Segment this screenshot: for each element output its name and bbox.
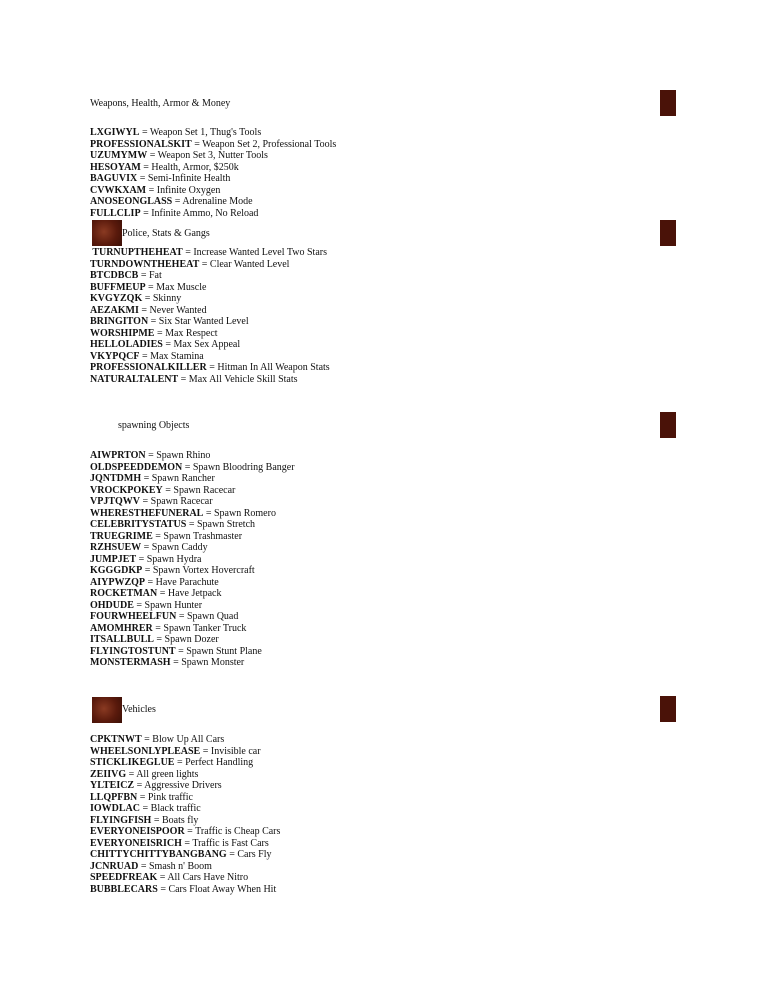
cheat-effect: = Have Jetpack (157, 588, 222, 599)
cheat-entry (90, 450, 295, 462)
cheat-effect: = Spawn Vortex Hovercraft (142, 565, 255, 576)
cheat-code: WORSHIPME (90, 327, 155, 339)
cheat-entry (90, 734, 280, 746)
cheat-entry (90, 769, 280, 781)
cheat-entry (90, 861, 280, 873)
cheat-code: ANOSEONGLASS (90, 196, 173, 207)
cheat-code: JUMPJET (90, 553, 137, 565)
cheat-effect: = Spawn Racecar (162, 484, 236, 496)
cheat-effect: = Six Star Wanted Level (148, 316, 249, 327)
cheat-entry (90, 374, 330, 386)
cheat-code: TURNUPTHEHEAT (90, 247, 183, 258)
cheat-code: AIYPWZQP (90, 576, 145, 588)
cheat-effect: = Weapon Set 2, Professional Tools (191, 138, 337, 150)
cheat-entry (90, 247, 330, 259)
cheat-effect: = Cars Float Away When Hit (157, 883, 277, 895)
cheat-code: PROFESSIONALSKIT (90, 138, 192, 150)
cheat-effect: = Traffic is Fast Cars (181, 837, 269, 849)
cheat-effect: = Infinite Oxygen (146, 184, 221, 196)
cheat-entry (90, 792, 280, 804)
cheat-code: STICKLIKEGLUE (90, 757, 175, 768)
cheat-effect: = Spawn Stretch (186, 519, 256, 530)
cheat-code: CHITTYCHITTYBANGBANG (90, 849, 227, 860)
section-heading-spawning: spawning Objects (118, 420, 190, 431)
cheat-effect: = Spawn Hunter (133, 599, 203, 611)
cheat-entry (90, 462, 295, 474)
cheat-effect: = Spawn Caddy (141, 542, 208, 553)
cheat-entry (90, 173, 336, 185)
cheat-effect: = Smash n' Boom (138, 860, 212, 872)
cheat-entry (90, 542, 295, 554)
cheat-entry (90, 328, 330, 340)
cheat-effect: = Adrenaline Mode (172, 196, 253, 207)
cheat-effect: = Weapon Set 3, Nutter Tools (147, 150, 268, 161)
cheat-entry (90, 196, 336, 208)
cheat-entry (90, 362, 330, 374)
cheat-effect: = Fat (138, 270, 162, 281)
cheat-effect: = Aggressive Drivers (134, 780, 222, 791)
cheat-entry (90, 339, 330, 351)
cheat-entry (90, 270, 330, 282)
cheat-entry (90, 746, 280, 758)
cheat-list-vehicles (90, 734, 280, 895)
cheat-entry (90, 150, 336, 162)
section-heading-weapons: Weapons, Health, Armor & Money (90, 98, 231, 109)
cheat-effect: = Invisible car (200, 745, 261, 757)
cheat-code: CELEBRITYSTATUS (90, 519, 187, 530)
cheat-list-police (90, 247, 330, 385)
cheat-effect: = Spawn Rancher (141, 473, 215, 484)
cheat-code: CVWKXAM (90, 184, 147, 196)
section-heading-vehicles: Vehicles (122, 704, 156, 715)
cheat-code: BUBBLECARS (90, 883, 158, 895)
section-marker-image (660, 412, 676, 438)
cheat-effect: = Max Stamina (139, 350, 204, 362)
cheat-effect: = Spawn Trashmaster (152, 530, 243, 542)
cheat-effect: = Traffic is Cheap Cars (184, 826, 281, 837)
cheat-entry (90, 657, 295, 669)
cheat-code: WHEELSONLYPLEASE (90, 745, 201, 757)
cheat-code: TURNDOWNTHEHEAT (90, 258, 200, 270)
cheat-entry (90, 780, 280, 792)
cheat-code: UZUMYMW (90, 150, 148, 161)
cheat-code: FLYINGTOSTUNT (90, 645, 176, 657)
cheat-entry (90, 803, 280, 815)
cheat-effect: = Semi-Infinite Health (137, 173, 231, 184)
cheat-effect: = Black traffic (140, 803, 201, 814)
cheat-entry (90, 815, 280, 827)
cheat-entry (90, 623, 295, 635)
cheat-entry (90, 139, 336, 151)
cheat-entry (90, 185, 336, 197)
cheat-effect: = Hitman In All Weapon Stats (206, 362, 330, 373)
cheat-code: YLTEICZ (90, 780, 135, 791)
cheat-code: KGGGDKP (90, 565, 143, 576)
cheat-code: HESOYAM (90, 161, 141, 173)
cheat-code: JQNTDMH (90, 473, 142, 484)
cheat-code: ZEIIVG (90, 768, 127, 780)
section-marker-image (660, 696, 676, 722)
cheat-list-weapons (90, 127, 336, 219)
cheat-code: FOURWHEELFUN (90, 611, 177, 622)
cheat-effect: = Blow Up All Cars (141, 734, 225, 745)
cheat-entry (90, 162, 336, 174)
cheat-effect: = Spawn Dozer (153, 634, 219, 645)
cheat-effect: = Spawn Romero (203, 507, 276, 519)
cheat-effect: = Spawn Bloodring Banger (182, 461, 295, 473)
cheat-entry (90, 600, 295, 612)
cheat-entry (90, 305, 330, 317)
cheat-code: IOWDLAC (90, 803, 141, 814)
cheat-effect: = All green lights (126, 768, 199, 780)
cheat-code: AEZAKMI (90, 304, 139, 316)
cheat-effect: = Infinite Ammo, No Reload (140, 207, 259, 219)
cheat-effect: = Health, Armor, $250k (140, 161, 239, 173)
cheat-entry (90, 554, 295, 566)
cheat-code: PROFESSIONALKILLER (90, 362, 207, 373)
cheat-effect: = Max Sex Appeal (162, 339, 241, 350)
cheat-code: MONSTERMASH (90, 657, 171, 668)
cheat-list-spawning (90, 450, 295, 669)
cheat-code: EVERYONEISRICH (90, 837, 182, 849)
cheat-entry (90, 577, 295, 589)
cheat-effect: = Have Parachute (145, 576, 219, 588)
cheat-effect: = Spawn Racecar (140, 496, 213, 507)
section-marker-image (660, 220, 676, 246)
cheat-entry (90, 208, 336, 220)
cheat-code: LLQPFBN (90, 791, 138, 803)
cheat-code: AMOMHRER (90, 622, 153, 634)
cheat-code: LXGIWYL (90, 127, 140, 138)
cheat-effect: = Spawn Monster (170, 657, 245, 668)
cheat-entry (90, 838, 280, 850)
cheat-code: CPKTNWT (90, 734, 142, 745)
cheat-entry (90, 316, 330, 328)
cheat-entry (90, 508, 295, 520)
cheat-effect: = Max Respect (154, 327, 218, 339)
cheat-entry (90, 473, 295, 485)
cheat-code: BRINGITON (90, 316, 149, 327)
cheat-entry (90, 849, 280, 861)
cheat-entry (90, 531, 295, 543)
cheat-entry (90, 565, 295, 577)
cheat-effect: = Increase Wanted Level Two Stars (182, 247, 327, 258)
cheat-effect: = Max All Vehicle Skill Stats (178, 373, 298, 385)
cheat-effect: = Boats fly (151, 814, 199, 826)
cheat-entry (90, 634, 295, 646)
cheat-entry (90, 588, 295, 600)
cheat-effect: = Spawn Stunt Plane (175, 645, 262, 657)
cheat-code: EVERYONEISPOOR (90, 826, 185, 837)
cheat-effect: = Spawn Rhino (145, 450, 211, 461)
cheat-effect: = Clear Wanted Level (199, 258, 290, 270)
cheat-code: JCNRUAD (90, 860, 139, 872)
cheat-code: WHERESTHEFUNERAL (90, 507, 204, 519)
cheat-code: KVGYZQK (90, 293, 143, 304)
cheat-entry (90, 282, 330, 294)
cheat-effect: = Skinny (142, 293, 182, 304)
cheat-code: ITSALLBULL (90, 634, 154, 645)
cheat-entry (90, 127, 336, 139)
cheat-effect: = Pink traffic (137, 791, 193, 803)
cheat-code: VKYPQCF (90, 350, 140, 362)
cheat-entry (90, 757, 280, 769)
cheat-effect: = Spawn Quad (176, 611, 239, 622)
cheat-entry (90, 485, 295, 497)
cheat-entry (90, 611, 295, 623)
cheat-code: OLDSPEEDDEMON (90, 461, 183, 473)
cheat-entry (90, 293, 330, 305)
cheat-entry (90, 259, 330, 271)
cheat-entry (90, 519, 295, 531)
cheat-code: FLYINGFISH (90, 814, 152, 826)
cheat-entry (90, 872, 280, 884)
cheat-code: HELLOLADIES (90, 339, 163, 350)
section-marker-image (660, 90, 676, 116)
cheat-code: OHDUDE (90, 599, 134, 611)
cheat-entry (90, 884, 280, 896)
cheat-code: BAGUVIX (90, 173, 138, 184)
cheat-effect: = Spawn Tanker Truck (152, 622, 247, 634)
cheat-effect: = Cars Fly (226, 849, 272, 860)
cheat-code: BUFFMEUP (90, 281, 146, 293)
section-heading-police: Police, Stats & Gangs (122, 228, 210, 239)
cheat-code: BTCDBCB (90, 270, 139, 281)
cheat-entry (90, 496, 295, 508)
cheat-code: VROCKPOKEY (90, 484, 163, 496)
cheat-code: VPJTQWV (90, 496, 140, 507)
cheat-effect: = Never Wanted (138, 304, 207, 316)
cheat-entry (90, 351, 330, 363)
section-thumbnail-image (92, 220, 122, 246)
cheat-code: TRUEGRIME (90, 530, 153, 542)
cheat-code: SPEEDFREAK (90, 872, 158, 883)
cheat-effect: = Max Muscle (145, 281, 207, 293)
cheat-code: AIWPRTON (90, 450, 146, 461)
cheat-code: RZHSUEW (90, 542, 142, 553)
cheat-code: FULLCLIP (90, 207, 141, 219)
cheat-effect: = Perfect Handling (174, 757, 254, 768)
cheat-code: ROCKETMAN (90, 588, 158, 599)
cheat-effect: = Weapon Set 1, Thug's Tools (139, 127, 262, 138)
cheat-effect: = Spawn Hydra (136, 553, 202, 565)
cheat-code: NATURALTALENT (90, 373, 179, 385)
cheat-entry (90, 646, 295, 658)
section-thumbnail-image (92, 697, 122, 723)
cheat-effect: = All Cars Have Nitro (157, 872, 249, 883)
cheat-entry (90, 826, 280, 838)
